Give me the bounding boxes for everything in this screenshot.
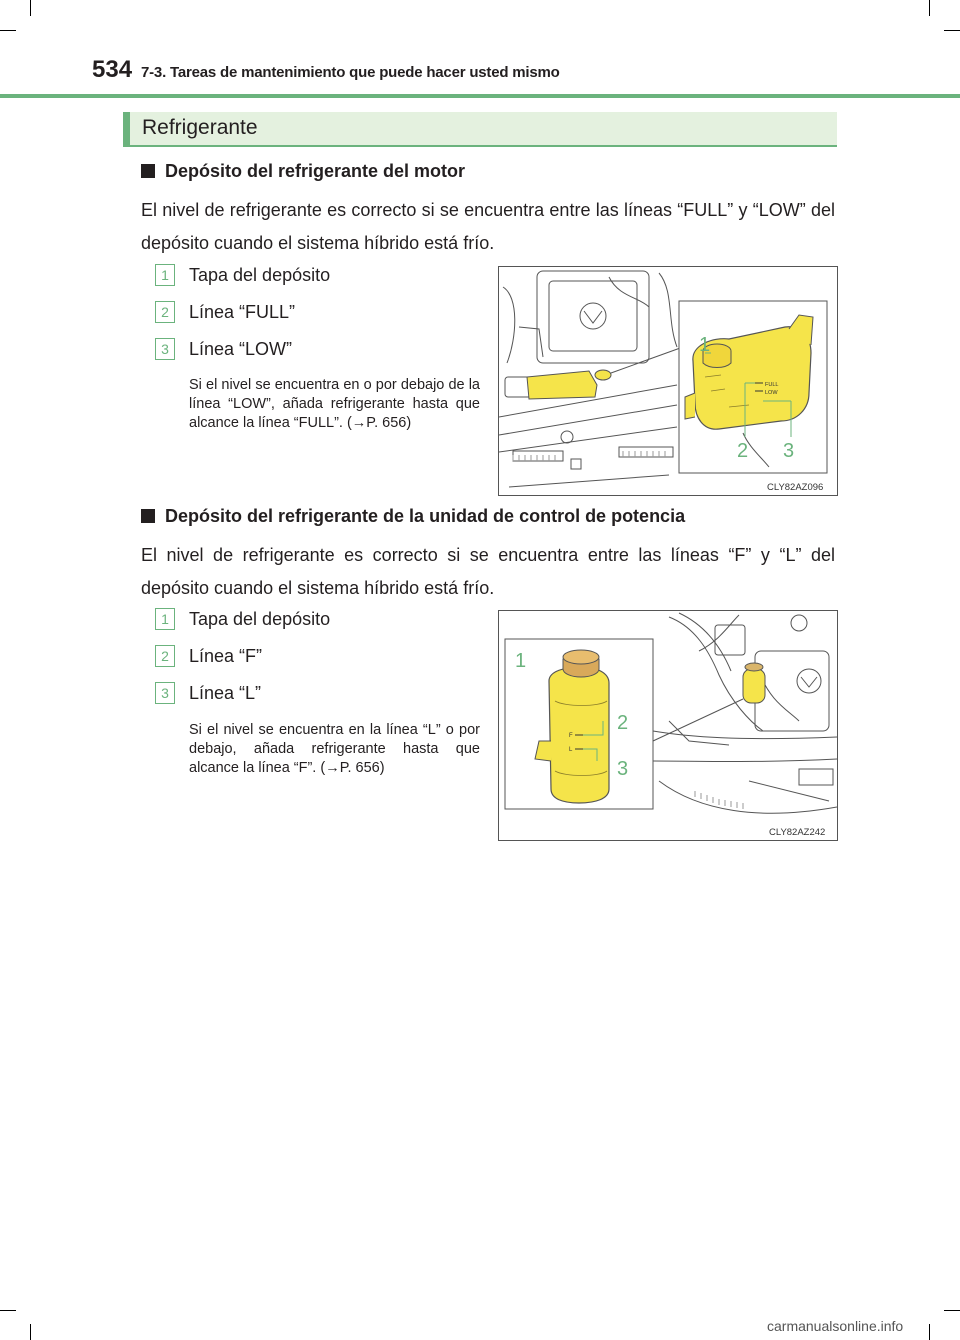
tank-label-low: LOW: [765, 390, 778, 396]
list-item: [155, 338, 292, 362]
list-item-label: Línea “FULL”: [189, 302, 296, 322]
subheading-text: Depósito del refrigerante de la unidad de control de potencia: [165, 506, 686, 526]
list-item-label: Línea “LOW”: [189, 339, 293, 359]
number-badge: 3: [155, 338, 175, 360]
list-item: [155, 264, 330, 288]
tank-label-full: FULL: [765, 382, 779, 388]
crop-mark: [929, 1324, 930, 1340]
section-title: Refrigerante: [142, 116, 258, 139]
number-badge: 2: [155, 645, 175, 667]
tank-label-f: F: [569, 733, 573, 739]
engine-bay-illustration: [499, 611, 837, 840]
page-number: 534: [92, 56, 133, 83]
square-bullet-icon: [141, 164, 155, 178]
list-item: [155, 301, 295, 325]
callout-number: 1: [515, 650, 527, 672]
section-accent: [123, 112, 130, 147]
list-item-label: Tapa del depósito: [189, 609, 331, 629]
section-header: [123, 112, 837, 147]
callout-number: 2: [617, 712, 629, 734]
square-bullet-icon: [141, 509, 155, 523]
callout-number: 3: [617, 758, 629, 780]
note-text: Si el nivel se encuentra en la línea “L” o por debajo, añada refrigerante hasta que alcance la línea “F”. (→P. 656): [189, 722, 480, 776]
list-item-label: Línea “L”: [189, 683, 262, 703]
tank-label-l: L: [569, 747, 573, 753]
list-item: [155, 682, 261, 706]
list-item-label: Línea “F”: [189, 646, 263, 666]
subheading-pcu-reservoir: [141, 506, 685, 527]
crop-mark: [929, 0, 930, 16]
chapter-title: 7-3. Tareas de mantenimiento que puede hacer usted mismo: [141, 64, 560, 81]
note-text: Si el nivel se encuentra en o por debajo de la línea “LOW”, añada refrigerante hasta que alcance la línea “FULL”. (→P. 656): [189, 377, 480, 431]
crop-mark: [30, 0, 31, 16]
callout-number: 3: [783, 440, 795, 462]
number-badge: 3: [155, 682, 175, 704]
list-item-label: Tapa del depósito: [189, 265, 331, 285]
figure-code: CLY82AZ242: [769, 827, 826, 838]
callout-number: 1: [699, 334, 711, 356]
crop-mark: [944, 30, 960, 31]
callout-number: 2: [737, 440, 749, 462]
list-item: [155, 608, 330, 632]
watermark: carmanualsonline.info: [767, 1318, 904, 1334]
subheading-engine-reservoir: [141, 161, 465, 182]
engine-coolant-figure: [498, 266, 838, 496]
crop-mark: [0, 30, 16, 31]
pcu-coolant-figure: [498, 610, 838, 841]
subheading-text: Depósito del refrigerante del motor: [165, 161, 466, 181]
paragraph: El nivel de refrigerante es correcto si se encuentra entre las líneas “F” y “L” del depósito cuando el sistema híbrido está frío.: [141, 545, 835, 598]
number-badge: 1: [155, 608, 175, 630]
number-badge: 2: [155, 301, 175, 323]
header-rule: [0, 94, 960, 98]
figure-code: CLY82AZ096: [767, 482, 824, 493]
engine-bay-illustration: [499, 267, 837, 495]
number-badge: 1: [155, 264, 175, 286]
crop-mark: [944, 1310, 960, 1311]
paragraph: El nivel de refrigerante es correcto si se encuentra entre las líneas “FULL” y “LOW” del depósito cuando el sistema híbrido está frío.: [141, 200, 835, 253]
list-item: [155, 645, 262, 669]
crop-mark: [0, 1310, 16, 1311]
crop-mark: [30, 1324, 31, 1340]
